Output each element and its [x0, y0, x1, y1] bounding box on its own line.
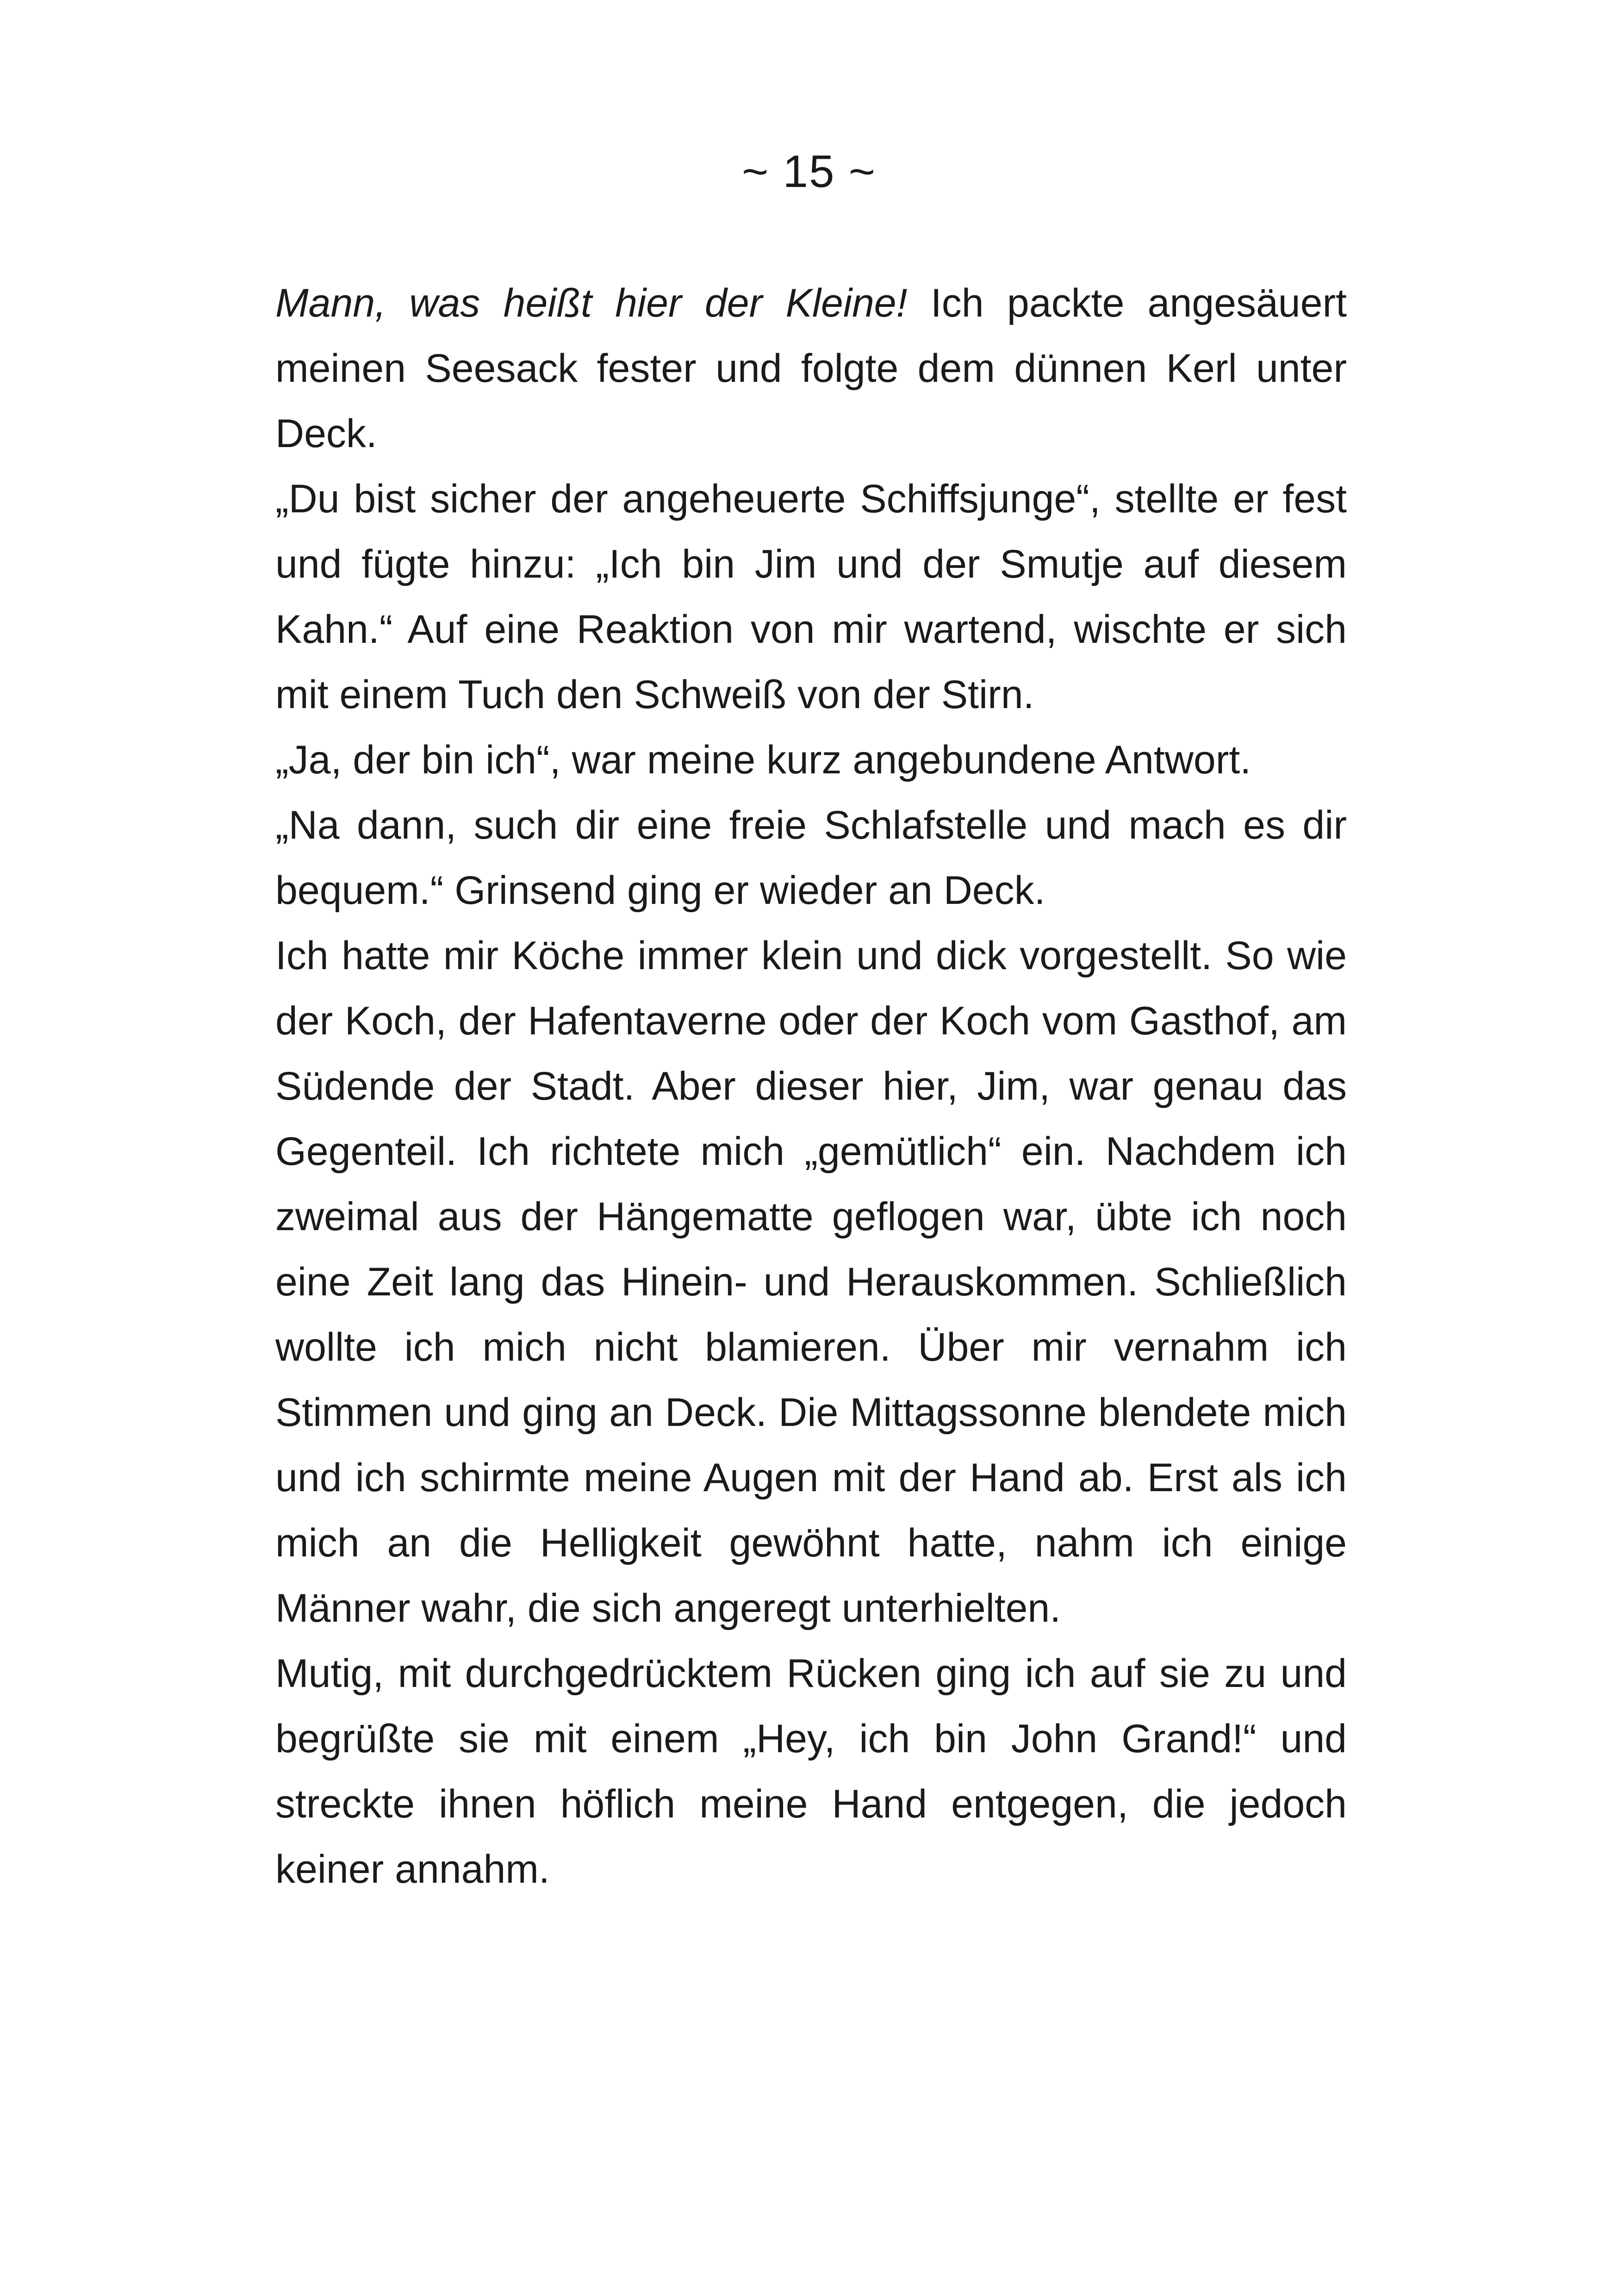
paragraph-1 — [275, 271, 1347, 467]
paragraph-1-italic-lead: Mann, was heißt hier der Kleine! — [275, 281, 908, 325]
paragraph-2 — [275, 467, 1347, 728]
paragraph-4 — [275, 793, 1347, 923]
paragraph-6-text: Mutig, mit durchgedrücktem Rücken ging ich auf sie zu und begrüßte sie mit einem „Hey, ich bin John Grand!“ und streckte ihnen höflich meine Hand entgegen, die jedoch keiner annahm. — [275, 1651, 1347, 1892]
page-number: ~ 15 ~ — [742, 146, 876, 197]
paragraph-5-text: Ich hatte mir Köche immer klein und dick vorgestellt. So wie der Koch, der Hafentaverne oder der Koch vom Gasthof, am Südende der Stadt. Aber dieser hier, Jim, war genau das Gegenteil. Ich richtete mich „gemütlich“ ein. Nachdem ich zweimal aus der Hängematte geflogen war, übte ich noch eine Zeit lang das Hinein- und Herauskommen. Schließlich wollte ich mich nicht blamieren. Über mir vernahm ich Stimmen und ging an Deck. Die Mittagssonne blendete mich und ich schirmte meine Augen mit der Hand ab. Erst als ich mich an die Helligkeit gewöhnt hatte, nahm ich einige Männer wahr, die sich angeregt unterhielten. — [275, 933, 1347, 1630]
paragraph-4-text: „Na dann, such dir eine freie Schlafstelle und mach es dir bequem.“ Grinsend ging er wieder an Deck. — [275, 803, 1347, 913]
paragraph-3 — [275, 728, 1347, 793]
body-text — [275, 271, 1347, 1902]
paragraph-2-text: „Du bist sicher der angeheuerte Schiffsjunge“, stellte er fest und fügte hinzu: „Ich bin Jim und der Smutje auf diesem Kahn.“ Auf eine Reaktion von mir wartend, wischte er sich mit einem Tuch den Schweiß von der Stirn. — [275, 477, 1347, 717]
paragraph-5 — [275, 923, 1347, 1641]
paragraph-1-text: Ich packte angesäuert meinen Seesack fester und folgte dem dünnen Kerl unter Deck. — [275, 281, 1347, 456]
paragraph-3-text: „Ja, der bin ich“, war meine kurz angebundene Antwort. — [275, 738, 1251, 782]
paragraph-6 — [275, 1641, 1347, 1902]
